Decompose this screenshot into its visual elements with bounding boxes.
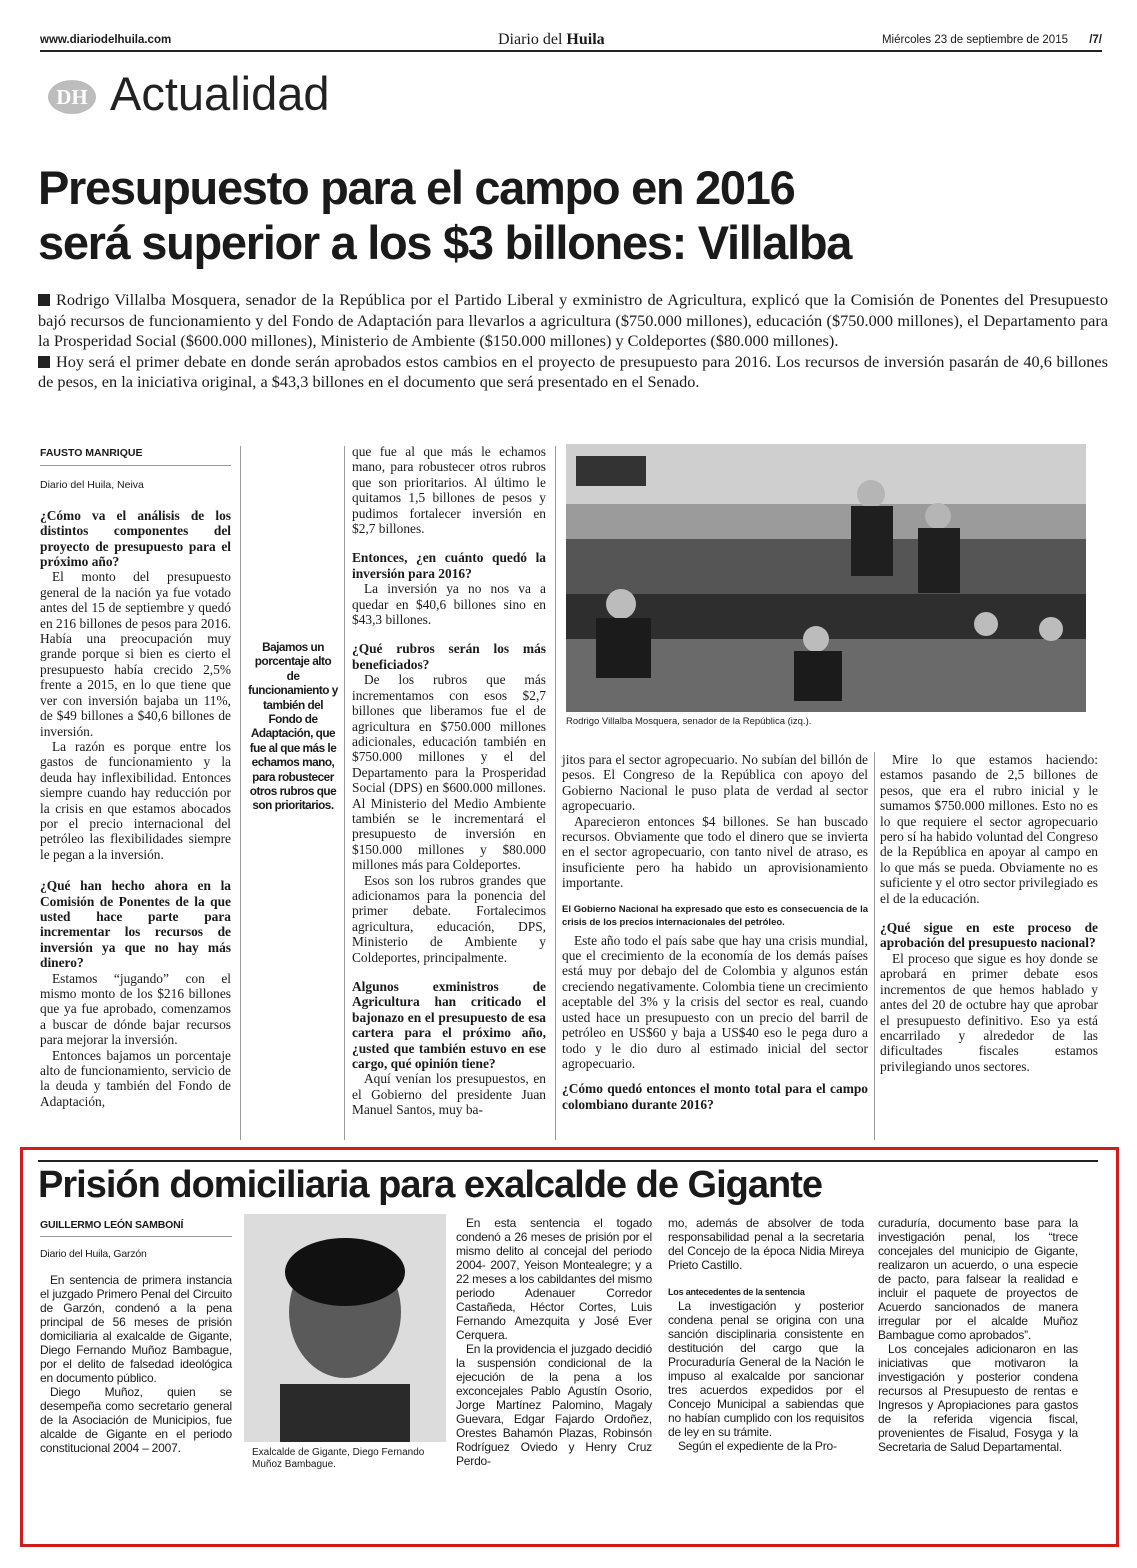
senate-photo-illustration: [566, 444, 1086, 712]
answer-paragraph: Aquí venían los presupuestos, en el Gobierno del presidente Juan Manuel Santos, muy ba-: [352, 1071, 546, 1118]
article-lead: [38, 290, 1108, 393]
question: Entonces, ¿en cuánto quedó la inversión para 2016?: [352, 550, 546, 581]
answer-paragraph: Entonces bajamos un porcentaje alto de funcionamiento, servicio de la deuda y también del Fondo de Adaptación,: [40, 1047, 231, 1109]
headline-line-1: Presupuesto para el campo en 2016: [38, 161, 795, 214]
question: ¿Qué han hecho ahora en la Comisión de Ponentes de la que usted hace parte para incrementar los recursos de inversión ya que no hay más dinero?: [40, 878, 231, 971]
answer-paragraph: Este año todo el país sabe que hay una crisis mundial, que el crecimiento de la economía de los demás países está muy por debajo del de Colombia y algunos están creciendo negativamente. Colombia tiene un crecimiento aceptable del 3% y la crisis del sector es real, cuando usted hace un presupuesto con un precio del barril de petróleo en US$60 y baja a US$40 eso le pega duro a todo y le dio duro al estimado inicial del sector agropecuario.: [562, 932, 868, 1071]
answer-paragraph: El proceso que sigue es hoy donde se aprobará en primer debate esos incrementos de que hemos hablado y antes del 20 de octubre hay que aprobar el presupuesto definitivo. Eso ya está encarrilado y alrededor de las dificultades fiscales estamos privilegiando unos sectores.: [880, 950, 1098, 1074]
article-paragraph: En sentencia de primera instancia el juzgado Primero Penal del Circuito de Garzón, condenó a la pena principal de 56 meses de prisión domiciliaria al exalcalde de Gigante, Diego Fernando Muñoz Bambague, por el delito de falsedad ideológica en documento público.: [40, 1273, 232, 1385]
site-url[interactable]: www.diariodelhuila.com: [40, 34, 172, 46]
main-headline: [38, 160, 1108, 270]
article-paragraph: En la providencia el juzgado decidió la suspensión condicional de la ejecución de la pena a los exconcejales Pablo Agustín Osorio, Jorge Martínez Palomino, Magaly Guevara, Edgar Fajardo Ordoñez, Orestes Bahamón Plazas, Robinsón Rodríguez Oviedo y Henry Cruz Perdo-: [456, 1342, 652, 1468]
question: ¿Qué rubros serán los más beneficiados?: [352, 641, 546, 672]
article1-column-5: [880, 752, 1098, 1074]
column-divider: [555, 446, 556, 1140]
answer-paragraph: Estamos “jugando” con el mismo monto de los $216 billones que ya fue aprobado, comenzamos a buscar de dónde bajar recursos para mejorar la inversión.: [40, 970, 231, 1048]
article-paragraph: mo, además de absolver de toda responsabilidad penal a la secretaria del Concejo de la época Nidia Mireya Prieto Castillo.: [668, 1216, 864, 1272]
pull-quote: Bajamos un porcentaje alto de funcionamiento y también del Fondo de Adaptación, que fue al que más le echamos mano, para robustecer otros rubros que son prioritarios.: [248, 640, 338, 813]
column-divider: [874, 752, 875, 1140]
author-source: Diario del Huila, Neiva: [40, 479, 144, 492]
question: ¿Cómo va el análisis de los distintos componentes del proyecto de presupuesto para el próximo año?: [40, 507, 231, 570]
page-header: [40, 31, 1102, 52]
answer-paragraph: El monto del presupuesto general de la nación ya fue votado antes del 15 de septiembre y quedó en 216 billones de pesos para 2016. Había una preocupación muy grande porque si bien es cierto el presupuesto había crecido 2,5% frente a 2015, en lo que tiene que ver con inversión bajaba un 11%, de $49 billones a $40,6 billones de inversión.: [40, 569, 231, 739]
answer-paragraph: Esos son los rubros grandes que adicionamos para la ponencia del primer debate. Fortalecimos agricultura, educación, DPS, Ministerio de Ambiente y Coldeportes, principalmente.: [352, 872, 546, 965]
author-name: FAUSTO MANRIQUE: [40, 446, 231, 466]
photo-caption: Rodrigo Villalba Mosquera, senador de la República (izq.).: [566, 716, 812, 727]
answer-paragraph: La inversión ya no nos va a quedar en $40,6 billones sino en $43,3 billones.: [352, 581, 546, 628]
answer-paragraph: que fue al que más le echamos mano, para robustecer otros rubros que son prioritarios. Al último le quitamos 1,5 billones de pesos y pudimos fortalecer inversión en $2,7 billones.: [352, 444, 546, 537]
answer-paragraph: jitos para el sector agropecuario. No subían del billón de pesos. El Congreso de la República con apoyo del Gobierno Nacional le puso plata de verdad al sector agropecuario.: [562, 752, 868, 814]
article2-column-5: [878, 1216, 1078, 1454]
author-source: Diario del Huila, Garzón: [40, 1248, 147, 1260]
column-divider: [240, 446, 241, 1140]
article-paragraph: La investigación y posterior condena penal se origina con una sanción disciplinaria consistente en destitución del cargo que la Procuraduría General de la Nación le impuso al exalcalde por sancionar tres acuerdos expedidos por el Concejo Municipal a sabiendas que no habían cumplido con los requisitos de ley en su trámite.: [668, 1299, 864, 1439]
question: Algunos exministros de Agricultura han criticado el bajonazo en el presupuesto de esa cartera para el próximo año, ¿usted que también estuvo en ese cargo, qué opinión tiene?: [352, 979, 546, 1072]
article2-headline: Prisión domiciliaria para exalcalde de Gigante: [38, 1160, 1098, 1207]
answer-paragraph: La razón es porque entre los gastos de funcionamiento y la deuda hay inflexibilidad. Entonces siempre cuando hay reducción por la crisis en que estamos abocados por el precio internacional del petróleo las flexibilidades siempre le pegan a la inversión.: [40, 738, 231, 862]
headline-line-2: será superior a los $3 billones: Villalba: [38, 216, 852, 269]
article1-column-3: [352, 444, 546, 1118]
article2-column-3: [456, 1216, 652, 1468]
article1-column-1: [40, 446, 231, 1109]
answer-paragraph: Mire lo que estamos haciendo: estamos pasando de 2,5 billones de pesos, que era el rubro inicial y le sumamos $750.000 millones. Esto no es lo que requiere el sector agropecuario pero sí ha habido voluntad del Congreso de la República en apoyar al campo en lo que más se pueda. Obviamente no es suficiente y el otro sector privilegiado es el de la educación.: [880, 752, 1098, 906]
photo-caption: Exalcalde de Gigante, Diego Fernando Muñoz Bambague.: [252, 1447, 425, 1470]
page-number: /7/: [1089, 34, 1102, 46]
article-paragraph: Diego Muñoz, quien se desempeña como secretario general de la Asociación de Municipios, fue alcalde de Gigante en el periodo constitucional 2004 – 2007.: [40, 1385, 232, 1455]
exmayor-photo: [244, 1214, 446, 1442]
lead-paragraph-1: Rodrigo Villalba Mosquera, senador de la República por el Partido Liberal y exministro de Agricultura, explicó que la Comisión de Ponentes del Presupuesto bajó recursos de funcionamiento y del Fondo de Adaptación para llevarlos a agricultura ($750.000 millones), educación ($750.000 millones), el Departamento para la Prosperidad Social ($600.000 millones), Ministerio de Ambiente ($150.000 millones) y Coldeportes ($80.000 millones).: [38, 290, 1108, 350]
dh-logo-icon: DH: [48, 80, 96, 114]
article-paragraph: Según el expediente de la Pro-: [678, 1439, 837, 1453]
section-title: Actualidad: [110, 67, 330, 120]
bullet-square-icon: [38, 294, 50, 306]
article1-column-4: [562, 752, 868, 1112]
answer-paragraph: Aparecieron entonces $4 billones. Se han buscado recursos. Obviamente que todo el dinero que se invierta en el sector agropecuario, con tanto nivel de atraso, es insuficiente pero ha habido un aprovisionamiento importante.: [562, 813, 868, 891]
article-paragraph: curaduría, documento base para la investigación penal, los “trece concejales del municipio de Gigante, realizaron un acuerdo, o una especie de pacto, para falsear la realidad e incluir el paquete de proyectos de Acuerdo sancionados de manera irregular por el alcalde Muñoz Bambague como aprobados”.: [878, 1216, 1078, 1342]
article-paragraph: En esta sentencia el togado condenó a 26 meses de prisión por el mismo delito al concejal del periodo 2004- 2007, Yeison Montealegre; y a 22 meses a los cabildantes del mismo periodo Adenauer Corredor Castañeda, Héctor Cortes, Luis Fernando Amezquita y José Ever Cerquera.: [456, 1216, 652, 1342]
column-divider: [344, 446, 345, 1140]
article-paragraph: Los concejales adicionaron en las iniciativas que motivaron la investigación y posterior condena recursos al Presupuesto de rentas e Ingresos y Apropiaciones para gastos de la referida vigencia fiscal, provenientes de Fisalud, Fosyga y la Secretaria de Salud Departamental.: [878, 1342, 1078, 1454]
lead-paragraph-2: Hoy será el primer debate en donde serán aprobados estos cambios en el proyecto de presupuesto para 2016. Los recursos de inversión pasarán de 40,6 billones de pesos, en la iniciativa original, a $43,3 billones en el documento que será presentado en el Senado.: [38, 351, 1108, 391]
issue-date: Miércoles 23 de septiembre de 2015: [881, 34, 1068, 46]
bullet-square-icon: [38, 356, 50, 368]
highlight-box: El Gobierno Nacional ha expresado que esto es consecuencia de la crisis de los precios internacionales del petróleo.: [562, 903, 868, 928]
question: ¿Qué sigue en este proceso de aprobación del presupuesto nacional?: [880, 920, 1098, 951]
article2-column-1: [40, 1218, 232, 1455]
article2-column-4: [668, 1216, 864, 1453]
question: ¿Cómo quedó entonces el monto total para el campo colombiano durante 2016?: [562, 1081, 868, 1112]
newspaper-name: Diario del Huila: [498, 31, 605, 48]
answer-paragraph: De los rubros que más incrementamos con esos $2,7 billones que liberamos fue el de agricultura en $750.000 millones adicionales, educación también en $750.000 millones y el del Departamento para la Prosperidad Social (DPS) en $600.000 millones. Al Ministerio del Medio Ambiente también se le incrementará el presupuesto de inversión en $150.000 millones y $80.000 millones más para Coldeportes.: [352, 672, 546, 873]
portrait-illustration: [244, 1214, 446, 1442]
author-name: GUILLERMO LEÓN SAMBONÍ: [40, 1218, 232, 1237]
senate-photo: [566, 444, 1086, 712]
subhead: Los antecedentes de la sentencia: [668, 1287, 805, 1297]
